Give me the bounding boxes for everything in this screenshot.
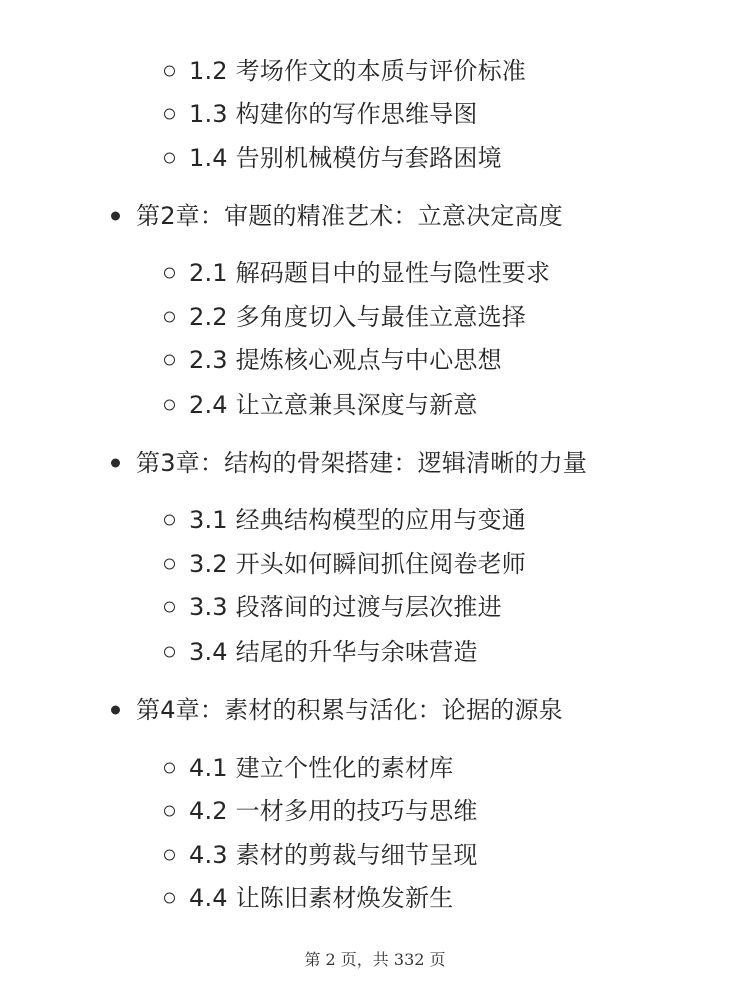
section-title: 2.1 解码题目中的显性与隐性要求 (189, 259, 551, 287)
hollow-bullet-icon (164, 312, 175, 323)
section-title: 1.3 构建你的写作思维导图 (189, 100, 478, 128)
section-title: 3.3 段落间的过渡与层次推进 (189, 593, 502, 621)
section-item (189, 548, 526, 580)
hollow-bullet-icon (164, 355, 175, 366)
section-title: 1.2 考场作文的本质与评价标准 (189, 57, 526, 85)
section-item (189, 504, 526, 536)
section-item (189, 591, 502, 623)
hollow-bullet-icon (164, 66, 175, 77)
section-item (189, 389, 478, 421)
hollow-bullet-icon (164, 400, 175, 411)
hollow-bullet-icon (164, 268, 175, 279)
chapter-heading (136, 200, 563, 232)
hollow-bullet-icon (164, 602, 175, 613)
section-title: 4.1 建立个性化的素材库 (189, 754, 454, 782)
section-item (189, 344, 502, 376)
section-title: 3.1 经典结构模型的应用与变通 (189, 506, 526, 534)
hollow-bullet-icon (164, 647, 175, 658)
chapter-heading (136, 694, 563, 726)
hollow-bullet-icon (164, 109, 175, 120)
hollow-bullet-icon (164, 893, 175, 904)
section-item (189, 98, 478, 130)
section-title: 2.2 多角度切入与最佳立意选择 (189, 303, 526, 331)
section-item (189, 795, 478, 827)
section-title: 4.3 素材的剪裁与细节呈现 (189, 841, 478, 869)
section-title: 4.4 让陈旧素材焕发新生 (189, 884, 454, 912)
section-title: 1.4 告别机械模仿与套路困境 (189, 144, 502, 172)
section-item (189, 752, 453, 784)
hollow-bullet-icon (164, 153, 175, 164)
section-title: 2.4 让立意兼具深度与新意 (189, 391, 478, 419)
page-indicator: 第 2 页，共 332 页 (304, 950, 446, 969)
section-item (189, 839, 478, 871)
filled-bullet-icon (111, 706, 120, 715)
section-item (189, 257, 550, 289)
hollow-bullet-icon (164, 763, 175, 774)
section-item (189, 301, 526, 333)
filled-bullet-icon (111, 459, 120, 468)
section-item (189, 55, 526, 87)
chapter-title: 第4章：素材的积累与活化：论据的源泉 (136, 696, 563, 724)
chapter-heading (136, 447, 587, 479)
hollow-bullet-icon (164, 850, 175, 861)
section-title: 4.2 一材多用的技巧与思维 (189, 797, 478, 825)
section-item (189, 142, 502, 174)
section-item (189, 636, 478, 668)
chapter-title: 第2章：审题的精准艺术：立意决定高度 (136, 202, 563, 230)
section-title: 2.3 提炼核心观点与中心思想 (189, 346, 502, 374)
hollow-bullet-icon (164, 806, 175, 817)
section-title: 3.2 开头如何瞬间抓住阅卷老师 (189, 550, 526, 578)
chapter-title: 第3章：结构的骨架搭建：逻辑清晰的力量 (136, 449, 588, 477)
hollow-bullet-icon (164, 559, 175, 570)
filled-bullet-icon (111, 212, 120, 221)
section-title: 3.4 结尾的升华与余味营造 (189, 638, 478, 666)
hollow-bullet-icon (164, 515, 175, 526)
section-item (189, 882, 453, 914)
